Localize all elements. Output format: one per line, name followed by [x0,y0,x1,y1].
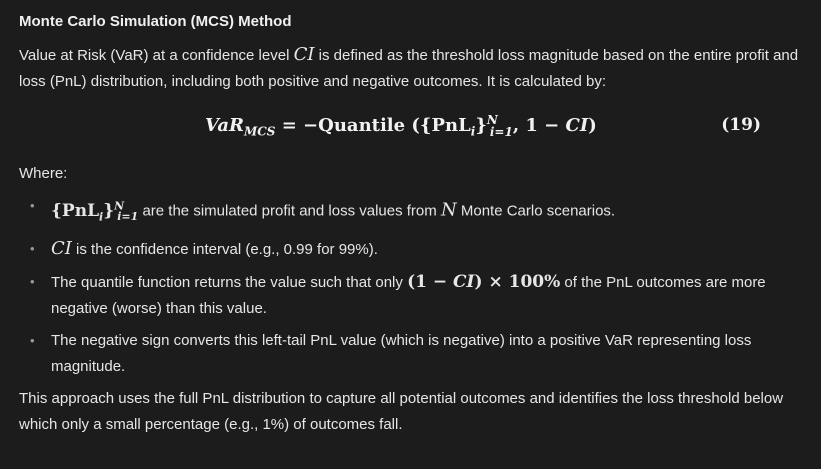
percent-math-ci: CI [453,272,475,293]
intro-text-before: Value at Risk (VaR) at a confidence level [19,47,294,64]
list-item [19,236,799,263]
ci-symbol: CI [51,238,72,260]
pnl-set-sub: i [99,210,104,224]
eq-lhs: VaR [205,115,244,136]
bullet1-text-a: are the simulated profit and loss values from [138,202,441,220]
bullet4-text: The negative sign converts this left-tail PnL value (which is negative) into a positive VaR representing loss magnitude. [51,332,752,376]
equation-number: (19) [721,115,761,135]
list-item [19,328,799,380]
eq-equals: = − [275,115,319,136]
where-label: Where: [19,165,68,182]
percent-math [407,272,560,292]
n-symbol: N [440,199,457,221]
pnl-set-range: i=1 [117,210,139,224]
intro-text-after: is defined as the threshold loss magnitude based on the entire profit and loss (PnL) distribution, including both positive and negative outcomes. It is calculated by: [19,47,799,90]
list-item [19,269,799,322]
ci-symbol: CI [293,44,315,65]
eq-end: ) [588,115,597,136]
intro-paragraph [19,42,799,95]
eq-set-sub: i=1 [489,124,513,139]
bullet1-text-b: Monte Carlo scenarios. [456,202,616,220]
list-item [19,193,799,230]
eq-args: , 1 − [512,115,566,136]
document-body [19,10,799,438]
bullet-icon: • [30,333,35,349]
pnl-set-sup: N [114,199,125,212]
percent-math-end: ) × 100% [474,272,561,293]
eq-func: Quantile [318,115,412,136]
closing-paragraph: This approach uses the full PnL distribution to capture all potential outcomes and identifies the loss threshold below which only a small percentage (e.g., 1%) of outcomes fall. [19,390,784,434]
bullet-icon: • [30,241,35,257]
bullet3-text-a: The quantile function returns the value such that only [51,274,408,292]
bullet3-text-b: of the PnL outcomes are more negative (worse) than this value. [51,274,766,318]
equation-block [19,105,799,155]
eq-close-set: } [475,115,487,136]
bullet-icon: • [30,274,35,290]
eq-set-sup: N [486,113,498,127]
pnl-set-math [51,199,139,224]
eq-ci: CI [565,115,589,136]
bullet-icon: • [30,198,35,213]
var-mcs-equation [205,113,597,139]
pnl-set-open: {PnL [51,200,100,221]
percent-math-open: (1 − [407,272,454,293]
pnl-set-close: } [103,200,115,221]
definition-list [19,193,799,380]
eq-open: ({PnL [411,115,471,136]
eq-pnl-sub: i [470,124,476,139]
eq-lhs-sub: MCS [243,124,276,139]
section-heading: Monte Carlo Simulation (MCS) Method [19,13,292,30]
bullet2-text: is the confidence interval (e.g., 0.99 for 99%). [71,241,378,259]
